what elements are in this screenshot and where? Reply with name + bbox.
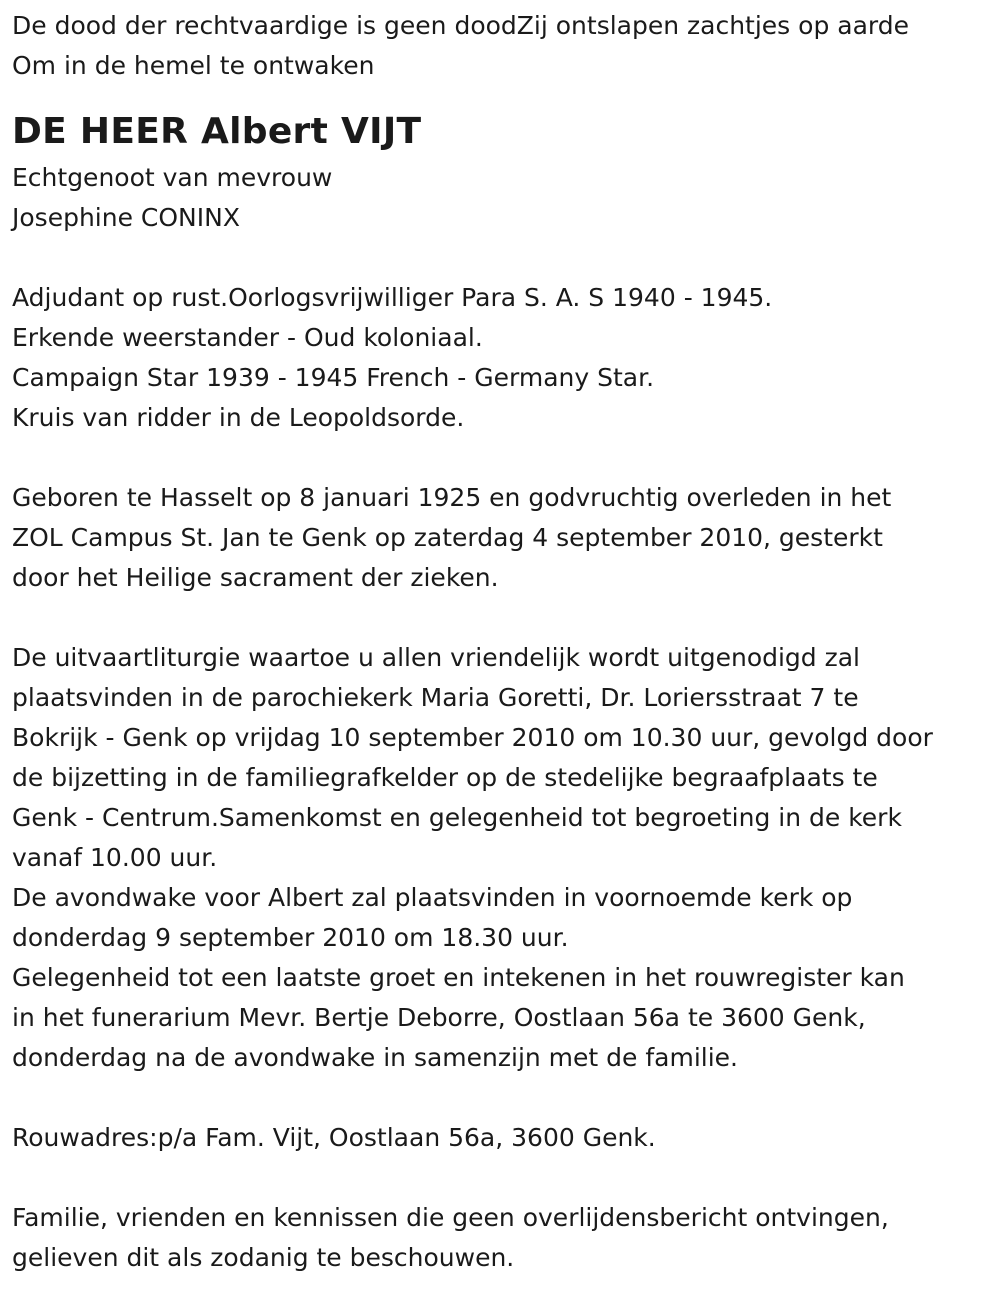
spouse-block [12,158,988,238]
spouse-line: Josephine CONINX [12,203,240,232]
closing-block [12,1198,988,1278]
spouse-line: Echtgenoot van mevrouw [12,163,333,192]
spacer [12,1078,988,1118]
spacer [12,598,988,638]
spacer [12,438,988,478]
deceased-name: DE HEER Albert VIJT [12,111,422,152]
verse-line: De dood der rechtvaardige is geen doodZij ontslapen zachtjes op aarde [12,11,909,40]
honours-line: Campaign Star 1939 - 1945 French - Germany Star. [12,363,655,392]
funeral-line: Bokrijk - Genk op vrijdag 10 september 2010 om 10.30 uur, gevolgd door [12,723,933,752]
closing-line: gelieven dit als zodanig te beschouwen. [12,1243,515,1272]
honours-line: Adjudant op rust.Oorlogsvrijwilliger Para S. A. S 1940 - 1945. [12,283,773,312]
wake-line: De avondwake voor Albert zal plaatsvinden in voornoemde kerk op [12,883,853,912]
visitation-line: donderdag na de avondwake in samenzijn met de familie. [12,1043,739,1072]
visitation-line: Gelegenheid tot een laatste groet en intekenen in het rouwregister kan [12,963,905,992]
spacer [12,238,988,278]
funeral-block [12,638,988,1078]
wake-line: donderdag 9 september 2010 om 18.30 uur. [12,923,569,952]
visitation-line: in het funerarium Mevr. Bertje Deborre, Oostlaan 56a te 3600 Genk, [12,1003,866,1032]
verse-line: Om in de hemel te ontwaken [12,51,375,80]
birth-death-line: ZOL Campus St. Jan te Genk op zaterdag 4 september 2010, gesterkt [12,523,883,552]
closing-line: Familie, vrienden en kennissen die geen overlijdensbericht ontvingen, [12,1203,889,1232]
mourning-address: Rouwadres:p/a Fam. Vijt, Oostlaan 56a, 3600 Genk. [12,1123,656,1152]
funeral-line: plaatsvinden in de parochiekerk Maria Goretti, Dr. Loriersstraat 7 te [12,683,859,712]
funeral-line: Genk - Centrum.Samenkomst en gelegenheid tot begroeting in de kerk [12,803,902,832]
birth-death-block [12,478,988,598]
honours-line: Erkende weerstander - Oud koloniaal. [12,323,483,352]
funeral-line: de bijzetting in de familiegrafkelder op de stedelijke begraafplaats te [12,763,878,792]
honours-line: Kruis van ridder in de Leopoldsorde. [12,403,465,432]
spacer [12,1158,988,1198]
verse [12,6,988,86]
birth-death-line: Geboren te Hasselt op 8 januari 1925 en godvruchtig overleden in het [12,483,892,512]
funeral-line: vanaf 10.00 uur. [12,843,218,872]
birth-death-line: door het Heilige sacrament der zieken. [12,563,499,592]
funeral-line: De uitvaartliturgie waartoe u allen vriendelijk wordt uitgenodigd zal [12,643,860,672]
honours-block [12,278,988,438]
